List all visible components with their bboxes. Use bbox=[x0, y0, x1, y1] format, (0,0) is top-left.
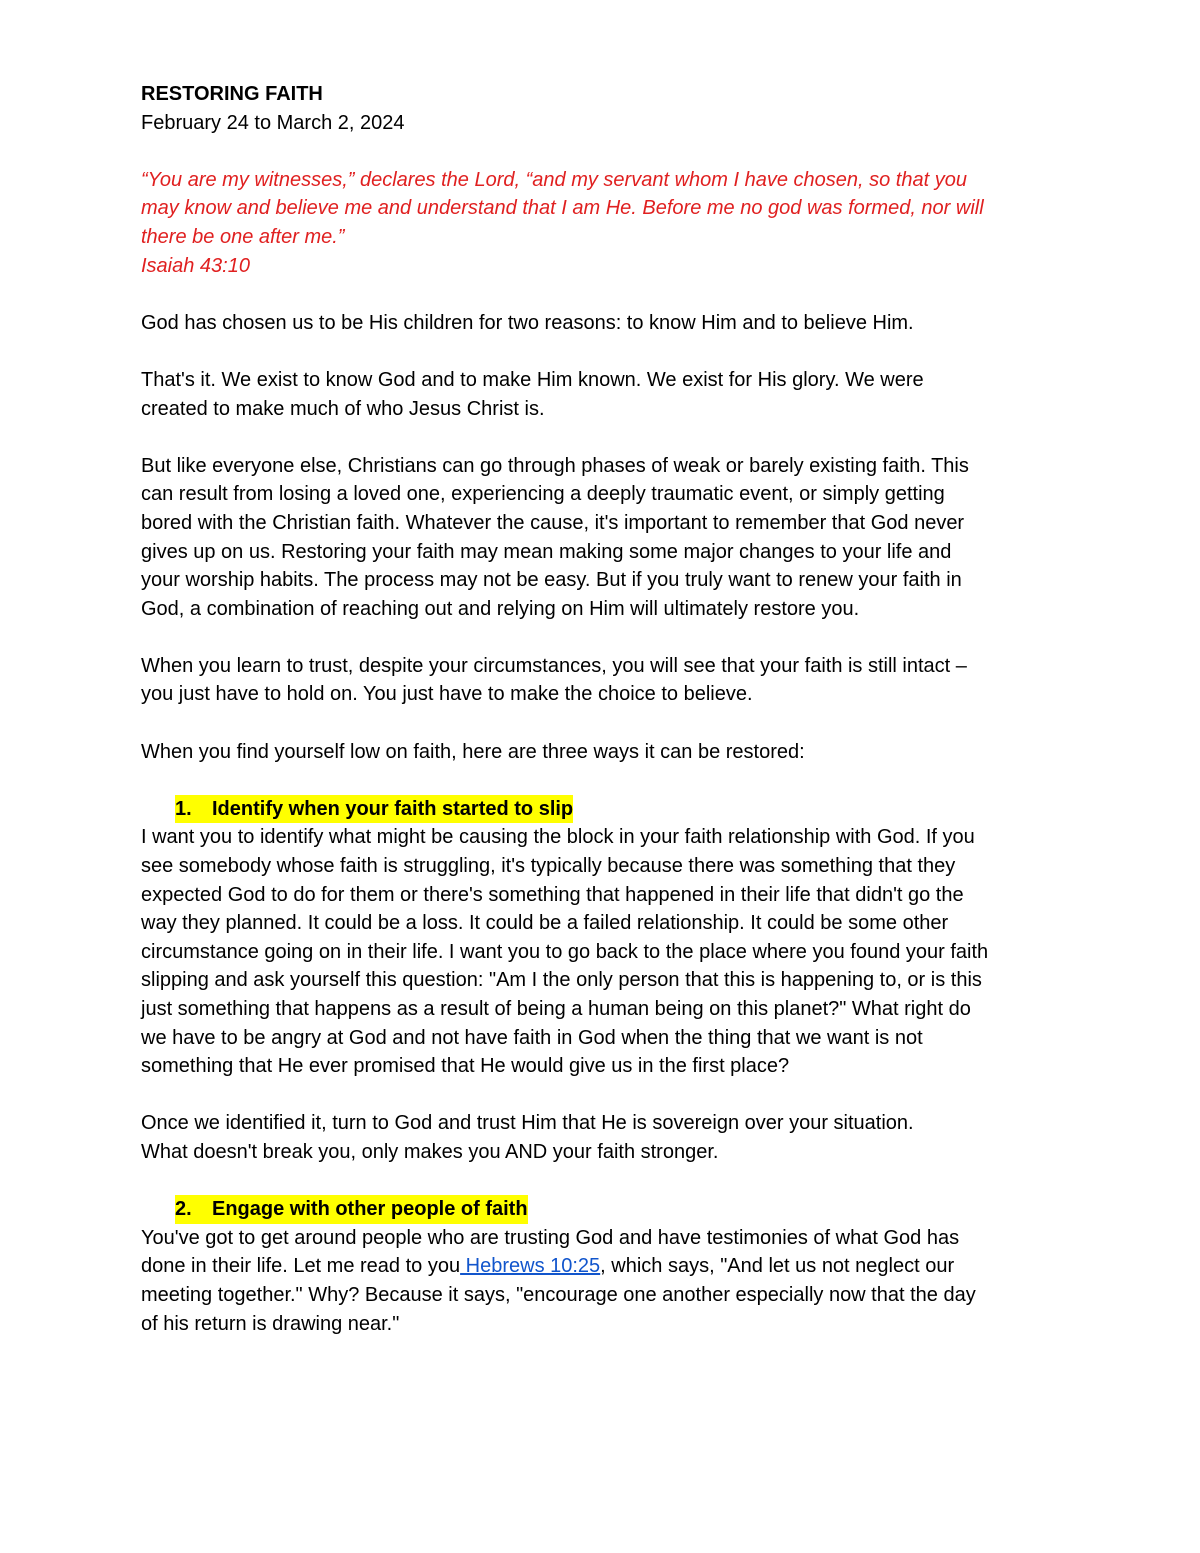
paragraph-line bbox=[141, 1252, 1061, 1281]
quote-line: there be one after me.” bbox=[141, 225, 345, 248]
hebrews-link[interactable]: Hebrews 10:25 bbox=[460, 1255, 601, 1278]
paragraph-line: When you learn to trust, despite your circumstances, you will see that your faith is still intact – bbox=[141, 654, 967, 677]
spacer bbox=[141, 766, 1061, 795]
section-body bbox=[141, 823, 1061, 1080]
paragraph-line: you just have to hold on. You just have to make the choice to believe. bbox=[141, 683, 753, 706]
section-heading-1 bbox=[141, 795, 1061, 824]
scripture-quote bbox=[141, 166, 1061, 280]
paragraph bbox=[141, 652, 1061, 709]
paragraph-line: meeting together." Why? Because it says, "encourage one another especially now that the day bbox=[141, 1283, 976, 1306]
section-closing bbox=[141, 1109, 1061, 1166]
quote-line: may know and believe me and understand that I am He. Before me no god was formed, nor will bbox=[141, 197, 984, 220]
date-range: February 24 to March 2, 2024 bbox=[141, 111, 405, 134]
quote-line: “You are my witnesses,” declares the Lord, “and my servant whom I have chosen, so that you bbox=[141, 168, 967, 191]
section-heading-text: Engage with other people of faith bbox=[212, 1195, 528, 1224]
spacer bbox=[141, 1081, 1061, 1110]
list-number: 2. bbox=[175, 1195, 212, 1224]
paragraph-line: Once we identified it, turn to God and trust Him that He is sovereign over your situation. bbox=[141, 1112, 914, 1135]
spacer bbox=[141, 337, 1061, 366]
document-title: RESTORING FAITH bbox=[141, 83, 323, 105]
paragraph bbox=[141, 366, 1061, 423]
paragraph-line: of his return is drawing near." bbox=[141, 1312, 400, 1335]
paragraph-line: way they planned. It could be a loss. It could be a failed relationship. It could be some other bbox=[141, 912, 949, 935]
quote-reference: Isaiah 43:10 bbox=[141, 254, 250, 277]
paragraph-line: something that He ever promised that He would give us in the first place? bbox=[141, 1055, 790, 1078]
paragraph-line: your worship habits. The process may not be easy. But if you truly want to renew your faith in bbox=[141, 569, 962, 592]
document-page bbox=[141, 80, 1061, 1338]
spacer bbox=[141, 423, 1061, 452]
paragraph-line: just something that happens as a result of being a human being on this planet?" What right do bbox=[141, 998, 971, 1020]
paragraph-line: But like everyone else, Christians can go through phases of weak or barely existing faith. This bbox=[141, 454, 969, 477]
list-number: 1. bbox=[175, 795, 212, 824]
paragraph-line: gives up on us. Restoring your faith may mean making some major changes to your life and bbox=[141, 540, 952, 563]
section-body bbox=[141, 1224, 1061, 1338]
paragraph: When you find yourself low on faith, here are three ways it can be restored: bbox=[141, 740, 805, 763]
paragraph-line: That's it. We exist to know God and to make Him known. We exist for His glory. We were bbox=[141, 368, 924, 391]
paragraph: God has chosen us to be His children for two reasons: to know Him and to believe Him. bbox=[141, 311, 914, 334]
spacer bbox=[141, 709, 1061, 738]
paragraph-line: bored with the Christian faith. Whatever the cause, it's important to remember that God never bbox=[141, 511, 965, 534]
text-run: done in their life. Let me read to you bbox=[141, 1255, 461, 1278]
section-heading-2 bbox=[141, 1195, 1061, 1224]
spacer bbox=[141, 623, 1061, 652]
paragraph-line: see somebody whose faith is struggling, it's typically because there was something that they bbox=[141, 855, 956, 878]
spacer bbox=[141, 137, 1061, 166]
text-run: , which says, "And let us not neglect our bbox=[600, 1255, 955, 1278]
spacer bbox=[141, 1167, 1061, 1196]
section-heading-text: Identify when your faith started to slip bbox=[212, 795, 573, 824]
paragraph-line: What doesn't break you, only makes you AND your faith stronger. bbox=[141, 1140, 719, 1163]
paragraph-line: slipping and ask yourself this question: "Am I the only person that this is happening to, or is this bbox=[141, 969, 982, 992]
paragraph-line: created to make much of who Jesus Christ is. bbox=[141, 397, 545, 420]
paragraph bbox=[141, 452, 1061, 624]
paragraph-line: circumstance going on in their life. I want you to go back to the place where you found your faith bbox=[141, 940, 989, 963]
paragraph-line: expected God to do for them or there's something that happened in their life that didn't go the bbox=[141, 883, 964, 906]
paragraph-line: we have to be angry at God and not have faith in God when the thing that we want is not bbox=[141, 1026, 923, 1049]
paragraph-line: I want you to identify what might be causing the block in your faith relationship with God. If you bbox=[141, 826, 975, 849]
paragraph-line: God, a combination of reaching out and relying on Him will ultimately restore you. bbox=[141, 597, 860, 620]
spacer bbox=[141, 280, 1061, 309]
paragraph-line: can result from losing a loved one, experiencing a deeply traumatic event, or simply getting bbox=[141, 483, 945, 506]
paragraph-line: You've got to get around people who are trusting God and have testimonies of what God has bbox=[141, 1226, 960, 1249]
